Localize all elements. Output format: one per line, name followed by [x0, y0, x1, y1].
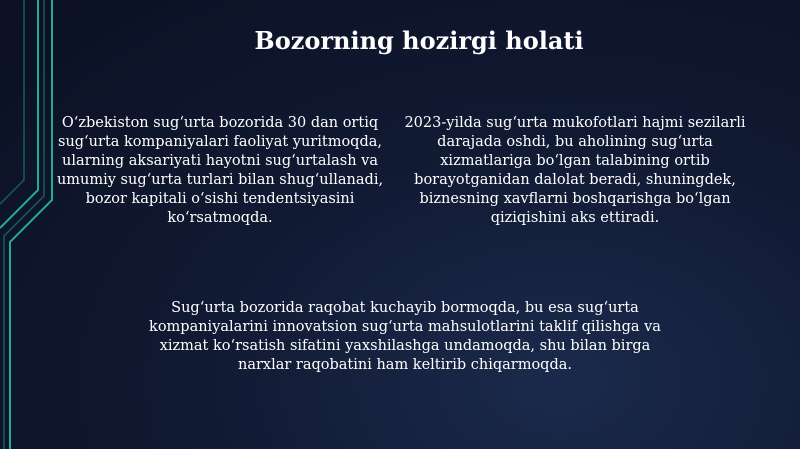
- paragraph-market-companies: O‘zbekiston sug‘urta bozorida 30 dan ortiq sug‘urta kompaniyalari faoliyat yuritmoqda, ularning aksariyati hayotni sug‘urtalash va umumiy sug‘urta turlari bilan shug‘ullanadi, bozor kapitali o‘sishi tendentsiyasini ko‘rsatmoqda.: [56, 115, 384, 226]
- paragraph-premium-growth: 2023-yilda sug‘urta mukofotlari hajmi sezilarli darajada oshdi, bu aholining sug‘urta xizmatlariga bo‘lgan talabining ortib borayotganidan dalolat beradi, shuningdek, biznesning xavflarni boshqarishga bo‘lgan qiziqishini aks ettiradi.: [404, 115, 746, 226]
- slide-title: Bozorning hozirgi holati: [254, 26, 584, 55]
- paragraph-competition: Sug‘urta bozorida raqobat kuchayib bormoqda, bu esa sug‘urta kompaniyalarini innovatsion sug‘urta mahsulotlarini taklif qilishga va xizmat ko‘rsatish sifatini yaxshilashga undamoqda, shu bilan birga narxlar raqobatini ham keltirib chiqarmoqda.: [149, 300, 661, 373]
